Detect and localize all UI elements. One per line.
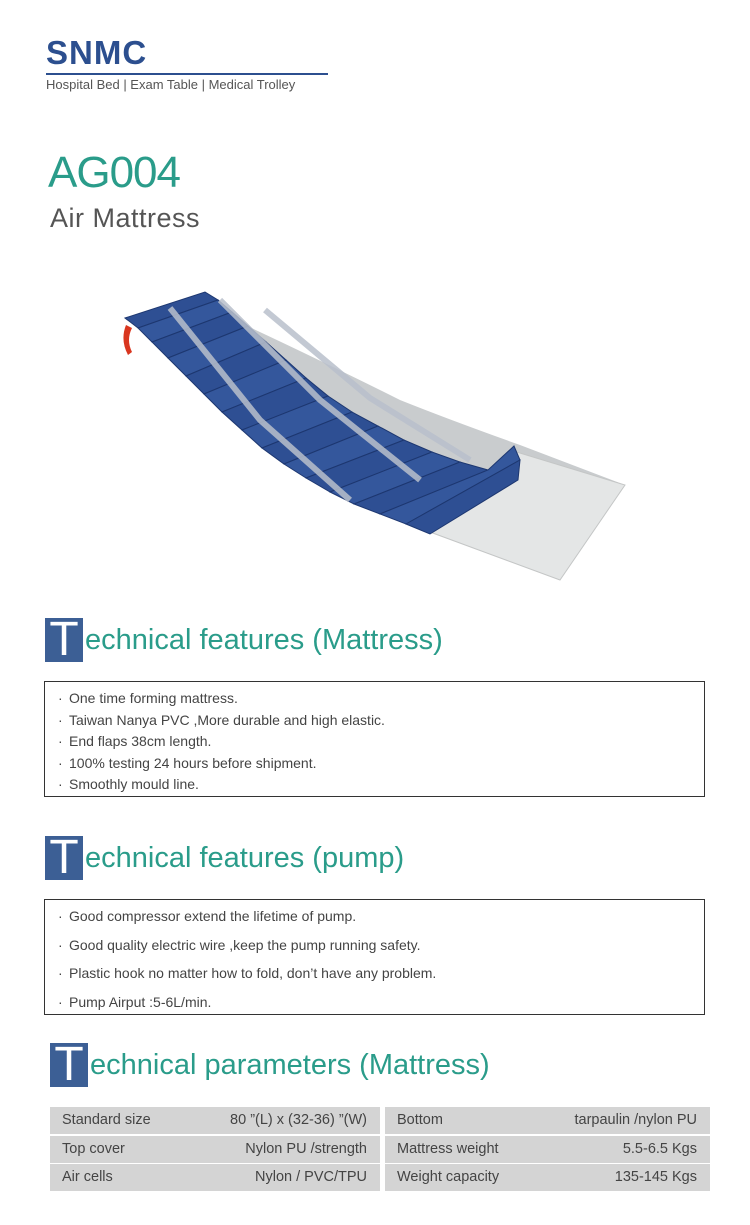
product-model: AG004: [48, 148, 180, 197]
param-value: 5.5-6.5 Kgs: [622, 1140, 697, 1157]
param-label: Standard size: [62, 1112, 151, 1128]
table-row: [50, 1164, 710, 1193]
param-label: Air cells: [62, 1169, 113, 1186]
brand-logo: [46, 34, 336, 92]
param-label: Bottom: [397, 1112, 443, 1128]
table-row: [50, 1107, 710, 1136]
list-item: · End flaps 38cm length.: [45, 731, 704, 753]
list-item: · Plastic hook no matter how to fold, don’t have any problem.: [45, 962, 704, 991]
logo-divider: [46, 73, 328, 75]
param-value: Nylon / PVC/TPU: [255, 1169, 367, 1186]
param-label: Weight capacity: [397, 1169, 500, 1186]
heading-text: echnical features (pump): [85, 842, 405, 874]
table-row: [50, 1136, 710, 1165]
param-cell: [50, 1107, 380, 1134]
pump-features-list: [44, 899, 705, 1015]
list-item: · 100% testing 24 hours before shipment.: [45, 753, 704, 775]
param-label: Top cover: [62, 1140, 125, 1157]
heading-initial-box: T: [50, 1043, 88, 1087]
param-label: Mattress weight: [397, 1140, 499, 1157]
heading-text: echnical parameters (Mattress): [90, 1049, 490, 1081]
param-value: Nylon PU /strength: [245, 1140, 367, 1157]
list-item: · Pump Airput :5-6L/min.: [45, 991, 704, 1020]
heading-text: echnical features (Mattress): [85, 624, 443, 656]
logo-tagline: Hospital Bed | Exam Table | Medical Trolley: [46, 77, 296, 92]
param-cell: [385, 1164, 710, 1191]
list-item: · One time forming mattress.: [45, 688, 704, 710]
product-name: Air Mattress: [50, 203, 201, 233]
air-mattress-image: [100, 270, 660, 590]
param-value: 80 ”(L) x (32-36) ”(W): [230, 1112, 367, 1128]
list-item: · Smoothly mould line.: [45, 774, 704, 796]
heading-initial-box: T: [45, 618, 83, 662]
param-cell: [50, 1164, 380, 1191]
heading-initial-box: T: [45, 836, 83, 880]
list-item: · Taiwan Nanya PVC ,More durable and high elastic.: [45, 710, 704, 732]
param-value: tarpaulin /nylon PU: [574, 1112, 697, 1128]
param-cell: [50, 1136, 380, 1163]
parameters-table: [50, 1107, 710, 1193]
list-item: · Good quality electric wire ,keep the pump running safety.: [45, 934, 704, 963]
param-cell: [385, 1107, 710, 1134]
param-cell: [385, 1136, 710, 1163]
mattress-features-list: [44, 681, 705, 797]
param-value: 135-145 Kgs: [614, 1169, 697, 1186]
list-item: · Good compressor extend the lifetime of pump.: [45, 905, 704, 934]
logo-wordmark: SNMC: [46, 34, 148, 71]
